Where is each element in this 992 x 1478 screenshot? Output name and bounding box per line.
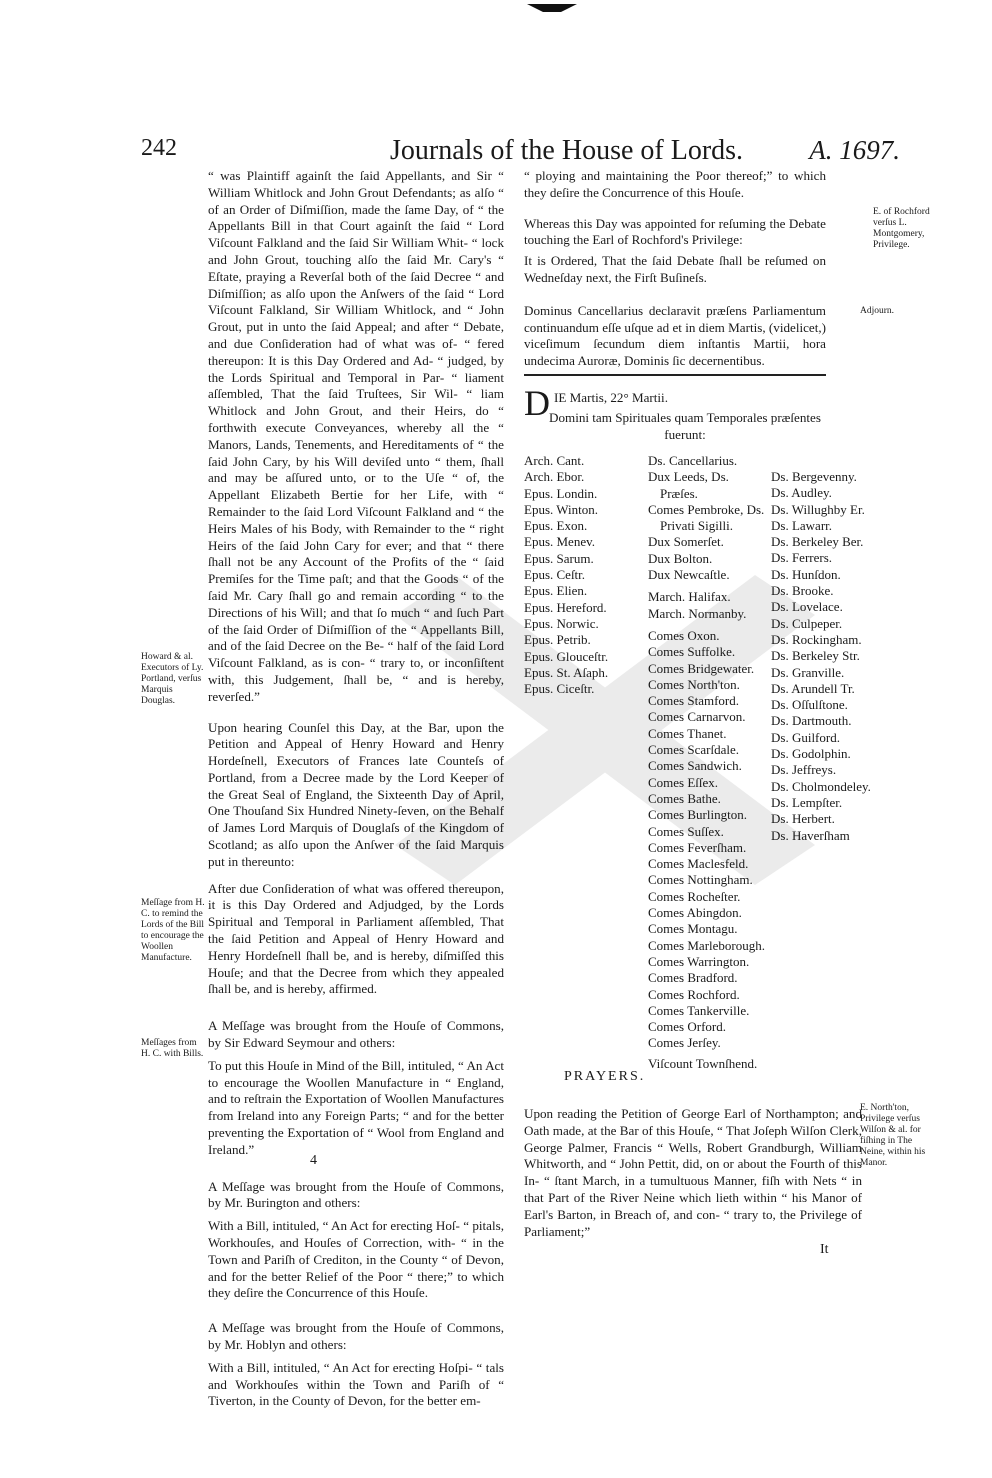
paragraph-judgement: “ was Plaintiff againſt the ſaid Appellants, and Sir “ William Whitlock and John Grout Defendants; as alſo “ of an Order of Diſmiſſion, made the ſame Day, of “ the Appellants Bill in that Court againſt the ſaid “ Lord Viſcount Falkland and the ſaid Sir William Whit- “ lock and John Grout, touching alſo the ſaid Mr. Cary's “ Eſtate, praying a Reverſal both of the ſaid Decree “ and Diſmiſſion; as alſo upon the Anſwers of the ſaid “ Lord Viſcount Falkland, Sir William Whitlock, and “ John Grout, put in unto the ſaid Appeal; and after “ Debate, and due Conſideration had of what was of- “ fered thereupon: It is this Day Ordered and Ad- “ judged, by the Lords Spiritual and Temporal in Par- “ liament aſſembled, That the ſaid Truſtees, Sir Wil- “ liam Whitlock and John Grout, and their Heirs, do “ forthwith execute Conveyances, whereby all the “ Manors, Lands, Tenements, and Hereditaments of “ the ſaid John Cary, by his Will deviſed unto “ them, ſhall and may be aſſured unto, or to the Uſe “ of, the Appellant Elizabeth Bertie for her Life, with “ Remainder to the ſaid Lord Viſcount Falkland and “ the Heirs Males of his Body, with Remainder to the “ right Heirs of the ſaid John Cary for ever; and that “ there ſhall not be any Account of the Profits of the “ ſaid Premiſes for the Time paſt; and that the Goods “ of the ſaid Mr. Cary ſhall go and remain according “ to the Directions of his Will; and that ſo much “ and ſuch Part of the ſaid Order of Diſmiſſion of the “ Appellants Bill, and of the ſaid Decree on the Be- “ half of the ſaid Lord Viſcount Falkland, as is con- “ trary to, or inconſiſtent with, this Judgement, ſhall be, “ and is hereby, reverſed.” xyxy=(208,168,504,704)
paragraph-tiverton-bill: With a Bill, intituled, “ An Act for erecting Hoſpi- “ tals and Workhouſes within the Town and Pariſh of “ Tiverton, in the County of Devon, for the better em- xyxy=(208,1359,504,1409)
list-item: Epus. Petrib. xyxy=(524,632,591,648)
paragraph-message-hoblyn: A Meſſage was brought from the Houſe of Commons, by Mr. Hoblyn and others: xyxy=(208,1320,504,1352)
list-item: Epus. Londin. xyxy=(524,485,598,501)
list-item: Epus. St. Aſaph. xyxy=(524,664,609,680)
list-item: Comes Bridgewater. xyxy=(648,660,755,676)
lords-temporal-list xyxy=(648,453,765,1072)
list-item: Ds. Haverſham xyxy=(771,827,850,843)
list-item: Epus. Norwic. xyxy=(524,615,599,631)
paragraph-rochford-debate: Whereas this Day was appointed for reſuming the Debate touching the Earl of Rochford's Privilege: xyxy=(524,215,826,248)
list-item: Ds. Lempſter. xyxy=(771,794,843,810)
left-column xyxy=(208,168,504,1420)
list-item: Comes Carnarvon. xyxy=(648,709,746,725)
list-item: Comes North'ton. xyxy=(648,676,740,692)
list-item: Ds. Cancellarius. xyxy=(648,453,738,468)
list-item: Epus. Ciceſtr. xyxy=(524,681,595,697)
page-number: 242 xyxy=(141,135,177,161)
list-item: Comes Rochford. xyxy=(648,986,740,1002)
margin-note-woollen: Meſſage from H. C. to remind the Lords of the Bill to encourage the Woollen Manufacture. xyxy=(141,898,205,963)
list-item: Comes Jerſey. xyxy=(648,1035,721,1051)
list-item: Comes Abingdon. xyxy=(648,905,742,921)
list-item: Comes Oxon. xyxy=(648,627,720,643)
list-item: Ds. Dartmouth. xyxy=(771,713,852,729)
right-column-top xyxy=(524,168,826,380)
margin-note-howard: Howard & al. Executors of Ly. Portland, verſus Marquis Douglas. xyxy=(141,652,204,706)
list-item: Comes Bradford. xyxy=(648,970,738,986)
list-item: Comes Orford. xyxy=(648,1019,726,1035)
list-item: Ds. Arundell Tr. xyxy=(771,680,855,696)
paragraph-adjournment: Dominus Cancellarius declaravit præſens Parliamentum continuandum eſſe uſque ad et in diem Martis, (videlicet,) viceſimum ſecundum diem inſtantis Martii, hora undecima Auroræ, Dominis ſic decernentibus. xyxy=(524,302,826,369)
margin-note-rochford: E. of Rochford verſus L. Montgomery, Privilege. xyxy=(873,207,930,250)
list-item: Ds. Willughby Er. xyxy=(771,501,865,517)
paragraph-crediton-bill: With a Bill, intituled, “ An Act for erecting Hoſ- “ pitals, Workhouſes, and Houſes of Correction, with- “ in the Town and Pariſh of Crediton, in the County “ of Devon, and for the better Relief of the Poor “ there;” to which they deſire the Concurrence of this Houſe. xyxy=(208,1218,504,1301)
paragraph-message-seymour: A Meſſage was brought from the Houſe of Commons, by Sir Edward Seymour and others: xyxy=(208,1018,504,1051)
list-item: Epus. Exon. xyxy=(524,518,588,534)
day-heading-text: IE Martis, 22° Martii. xyxy=(554,390,668,405)
running-title: Journals of the House of Lords. xyxy=(390,135,744,166)
list-item: Ds. Godolphin. xyxy=(771,746,851,762)
list-item: Ds. Rockingham. xyxy=(771,631,862,647)
list-item: Ds. Culpeper. xyxy=(771,615,843,631)
list-item: Comes Maclesfeld. xyxy=(648,856,749,872)
signature-mark: 4 xyxy=(310,1153,317,1168)
list-item: March. Halifax. xyxy=(648,589,731,605)
list-item: Epus. Hereford. xyxy=(524,599,607,615)
list-item: Ds. Jeffreys. xyxy=(771,762,837,778)
list-item: Comes Eſſex. xyxy=(648,774,719,790)
list-item: Arch. Cant. xyxy=(524,453,585,468)
list-item: Ds. Brooke. xyxy=(771,583,834,599)
list-item: Dux Newcaſtle. xyxy=(648,567,730,583)
list-item: Arch. Ebor. xyxy=(524,469,585,485)
list-item: Comes Pembroke, Ds. xyxy=(648,501,765,517)
list-item: Dux Leeds, Ds. xyxy=(648,469,729,485)
list-item: Epus. Elien. xyxy=(524,583,588,599)
list-item: Ds. Berkeley Str. xyxy=(771,648,860,664)
margin-note-northampton: E. North'ton, Privilege verſus Wilſon & al. for fiſhing in The Neine, within his Manor. xyxy=(860,1103,926,1168)
drop-cap: D xyxy=(524,383,550,423)
prayers-heading: PRAYERS. xyxy=(564,1069,646,1084)
list-item: Ds. Guilford. xyxy=(771,729,840,745)
list-item: Comes Nottingham. xyxy=(648,872,753,888)
present-heading: Domini tam Spirituales quam Temporales præſentes fuerunt: xyxy=(549,410,821,442)
list-item: Ds. Bergevenny. xyxy=(771,469,857,484)
list-item: Epus. Winton. xyxy=(524,501,598,517)
paragraph-tiverton-continued: “ ploying and maintaining the Poor thereof;” to which they deſire the Concurrence of this Houſe. xyxy=(524,168,826,200)
list-item: Comes Burlington. xyxy=(648,807,747,823)
list-item: Epus. Sarum. xyxy=(524,550,594,566)
list-item: Comes Montagu. xyxy=(648,921,738,937)
list-item: Comes Suffolke. xyxy=(648,644,736,660)
paragraph-howard-dismissed: After due Conſideration of what was offered thereupon, it is this Day Ordered and Adjudged, by the Lords Spiritual and Temporal in Parliament aſſembled, That the ſaid Petition and Appeal of Henry Howard and Henry Hordeſnell ſhall be, and is hereby, diſmiſſed this Houſe; and that the Decree from which they appealed ſhall be, and is hereby, affirmed. xyxy=(208,880,504,997)
list-item: Comes Scarſdale. xyxy=(648,742,739,758)
paragraph-howard-appeal: Upon hearing Counſel this Day, at the Bar, upon the Petition and Appeal of Henry Howard and Henry Hordeſnell, Executors of Frances late Counteſs of Portland, from a Decree made by the Lord Keeper of the Great Seal of England, the Sixteenth Day of April, One Thouſand Six Hundred Ninety-ſeven, on the Behalf of James Lord Marquis of Douglaſs of the Kingdom of Scotland; as alſo upon the Anſwer of the ſaid Marquis put in thereunto: xyxy=(208,719,504,869)
top-ornament xyxy=(527,4,577,14)
list-item: Ds. Cholmondeley. xyxy=(771,778,871,794)
list-item: Ds. Lawarr. xyxy=(771,517,833,533)
list-item: Comes Thanet. xyxy=(648,725,727,741)
list-item: Dux Bolton. xyxy=(648,550,713,566)
list-item: Ds. Audley. xyxy=(771,485,832,501)
paragraph-northampton-petition: Upon reading the Petition of George Earl of Northampton; and Oath made, at the Bar of this Houſe, “ That Joſeph Wilſon Clerk, George Palmer, Francis “ Wells, Robert Grandburgh, William Whitworth, and “ John Pettit, did, on or about the Fourth of this In- “ ſtant March, in a tumultuous Manner, fiſh with Nets “ in that Part of the River Neine which lieth within “ his Manor of Earl's Barton, in Breach of, and con- “ trary to, the Privilege of Parliament;” xyxy=(524,1106,862,1239)
list-item: Comes Bathe. xyxy=(648,790,721,806)
list-item: Comes Rocheſter. xyxy=(648,888,741,904)
list-item: Ds. Oſſulſtone. xyxy=(771,697,848,713)
paragraph-rochford-ordered: It is Ordered, That the ſaid Debate ſhall be reſumed on Wedneſday next, the Firſt Buſineſs. xyxy=(524,253,826,285)
lords-barons-list xyxy=(771,469,871,844)
list-item: Dux Somerſet. xyxy=(648,534,724,550)
list-item: Comes Suſſex. xyxy=(648,823,724,839)
catchword: It xyxy=(820,1242,829,1257)
list-item: Epus. Ceſtr. xyxy=(524,567,586,583)
margin-note-adjourn: Adjourn. xyxy=(860,306,895,316)
list-item: Viſcount Townſhend. xyxy=(648,1055,758,1071)
running-year: A. 1697. xyxy=(809,135,900,165)
lords-spiritual-list xyxy=(524,453,608,697)
list-item: Comes Tankerville. xyxy=(648,1002,750,1018)
list-item: Ds. Hunſdon. xyxy=(771,566,841,582)
section-divider xyxy=(524,374,826,376)
list-item: Epus. Glouceſtr. xyxy=(524,648,609,664)
list-item: March. Normanby. xyxy=(648,605,747,621)
list-item: Præſes. xyxy=(660,485,698,501)
list-item: Ds. Herbert. xyxy=(771,811,835,827)
list-item: Privati Sigilli. xyxy=(660,518,733,534)
paragraph-message-burington: A Meſſage was brought from the Houſe of Commons, by Mr. Burington and others: xyxy=(208,1178,504,1211)
list-item: Comes Warrington. xyxy=(648,953,750,969)
list-item: Ds. Lovelace. xyxy=(771,599,843,615)
paragraph-woollen-bill: To put this Houſe in Mind of the Bill, intituled, “ An Act to encourage the Woollen Manufacture in “ England, and to reſtrain the Exportation of Woollen Manufactures from Ireland into any Foreign Parts; “ and for the better preventing the Exportation of “ Wool from England and Ireland.” xyxy=(208,1057,504,1157)
margin-note-bills: Meſſages from H. C. with Bills. xyxy=(141,1038,204,1059)
list-item: Comes Feverſham. xyxy=(648,839,747,855)
list-item: Comes Sandwich. xyxy=(648,758,742,774)
list-item: Ds. Berkeley Ber. xyxy=(771,534,864,550)
list-item: Ds. Granville. xyxy=(771,664,845,680)
list-item: Comes Marleborough. xyxy=(648,937,765,953)
list-item: Epus. Menev. xyxy=(524,534,596,550)
list-item: Ds. Ferrers. xyxy=(771,550,833,566)
list-item: Comes Stamford. xyxy=(648,693,739,709)
